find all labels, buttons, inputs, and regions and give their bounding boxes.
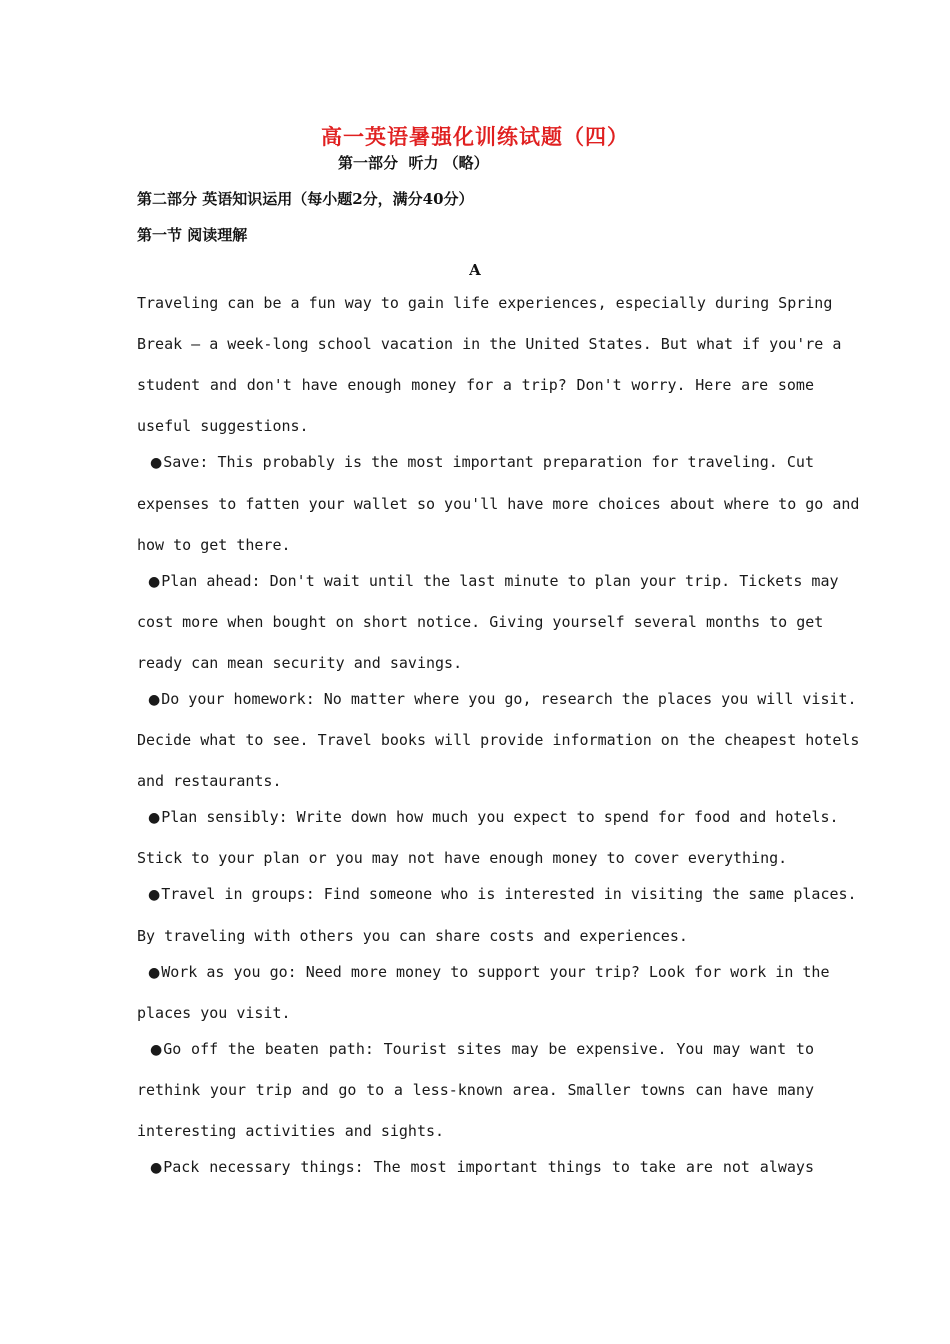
bullet-icon: ● <box>148 810 161 826</box>
tip-beaten-path-line-3: interesting activities and sights. <box>137 1122 445 1140</box>
section1-heading: 第一节 阅读理解 <box>137 226 248 244</box>
bullet-icon: ● <box>150 1160 163 1176</box>
tip-save-line-2: expenses to fatten your wallet so you'll have more choices about where to go and <box>137 495 860 513</box>
tip-work-line-1: ●Work as you go: Need more money to support your trip? Look for work in the <box>148 963 830 981</box>
tip-plan-ahead-line-1: ●Plan ahead: Don't wait until the last minute to plan your trip. Tickets may <box>148 572 839 590</box>
page-title: 高一英语暑强化训练试题（四） <box>321 124 629 149</box>
intro-line-2: Break — a week-long school vacation in the United States. But what if you're a <box>137 335 842 353</box>
tip-homework-line-1: ●Do your homework: No matter where you go, research the places you will visit. <box>148 690 857 708</box>
intro-line-3: student and don't have enough money for a trip? Don't worry. Here are some <box>137 376 814 394</box>
tip-homework-line-2: Decide what to see. Travel books will provide information on the cheapest hotels <box>137 731 860 749</box>
tip-homework-line-3: and restaurants. <box>137 772 282 790</box>
tip-save-line-1: ●Save: This probably is the most important preparation for traveling. Cut <box>150 453 814 471</box>
tip-beaten-path-line-1: ●Go off the beaten path: Tourist sites may be expensive. You may want to <box>150 1040 814 1058</box>
tip-work-line-2: places you visit. <box>137 1004 291 1022</box>
bullet-icon: ● <box>148 692 161 708</box>
tip-pack-line-1: ●Pack necessary things: The most important things to take are not always <box>150 1158 814 1176</box>
tip-groups-line-1: ●Travel in groups: Find someone who is interested in visiting the same places. <box>148 885 857 903</box>
intro-line-4: useful suggestions. <box>137 417 309 435</box>
tip-plan-sensibly-line-2: Stick to your plan or you may not have enough money to cover everything. <box>137 849 788 867</box>
part1-subtitle: 第一部分 听力 （略） <box>338 154 489 172</box>
tip-groups-line-2: By traveling with others you can share costs and experiences. <box>137 927 688 945</box>
tip-beaten-path-line-2: rethink your trip and go to a less-known area. Smaller towns can have many <box>137 1081 814 1099</box>
tip-plan-ahead-line-3: ready can mean security and savings. <box>137 654 463 672</box>
part2-heading: 第二部分 英语知识运用（每小题2分，满分40分） <box>137 190 474 208</box>
tip-plan-ahead-line-2: cost more when bought on short notice. Giving yourself several months to get <box>137 613 824 631</box>
tip-save-line-3: how to get there. <box>137 536 291 554</box>
passage-label: A <box>469 261 481 279</box>
bullet-icon: ● <box>148 965 161 981</box>
intro-line-1: Traveling can be a fun way to gain life experiences, especially during Spring <box>137 294 833 312</box>
bullet-icon: ● <box>148 887 161 903</box>
tip-plan-sensibly-line-1: ●Plan sensibly: Write down how much you expect to spend for food and hotels. <box>148 808 839 826</box>
bullet-icon: ● <box>150 1042 163 1058</box>
bullet-icon: ● <box>150 455 163 471</box>
bullet-icon: ● <box>148 574 161 590</box>
